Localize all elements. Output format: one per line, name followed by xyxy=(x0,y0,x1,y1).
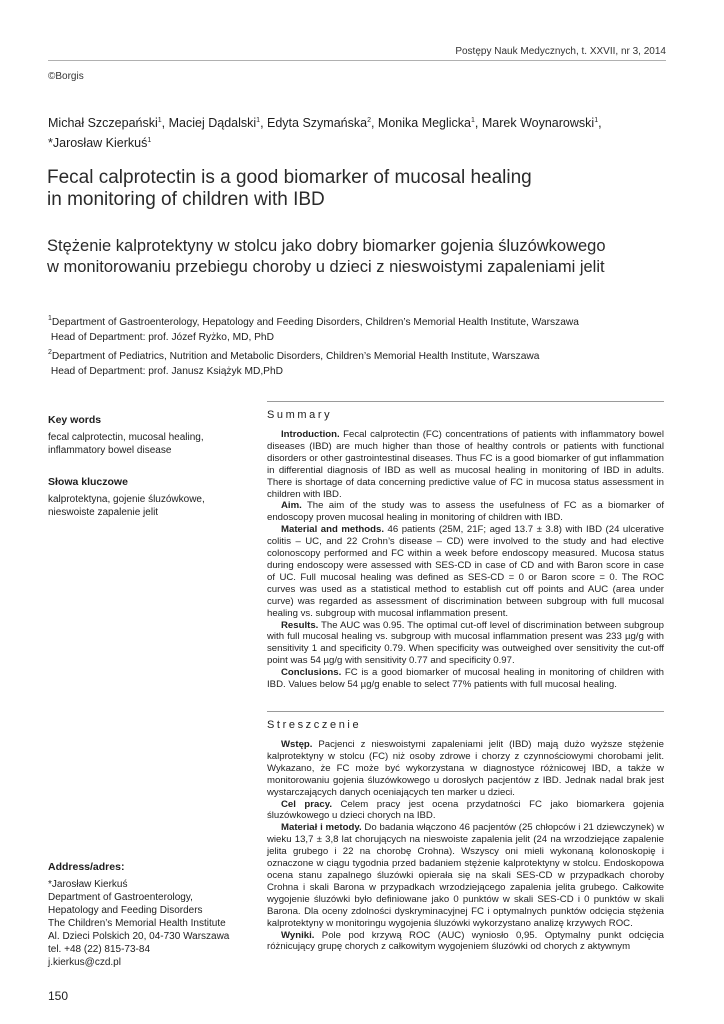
streszczenie-title: Streszczenie xyxy=(267,719,362,731)
summary-title: Summary xyxy=(267,409,333,421)
summary-conclusions: Conclusions. FC is a good biomarker of mucosal healing in monitoring of children with IBD. Values below 54 µg/g enable to select 77% patients with full mucosal healing. xyxy=(267,667,664,691)
address-email: j.kierkus@czd.pl xyxy=(48,957,121,968)
corresponding-author: *Jarosław Kierkuś xyxy=(48,136,148,150)
journal-citation: Postępy Nauk Medycznych, t. XXVII, nr 3, 2014 xyxy=(455,46,666,57)
summary-introduction: Introduction. Fecal calprotectin (FC) concentrations of patients with inflammatory bowel diseases (IBD) are much higher than those of healthy controls or patients with functional disorders or other gastrointestinal diseases. Thus FC is a good biomarker of gut inflammation in differential diagnosis of IBD as well as mucosal healing in monitoring of IBD in adults. There is shortage of data concerning predictive value of FC in mucosa status assessment in children with IBD. xyxy=(267,429,664,500)
key-words-text: fecal calprotectin, mucosal healing, inflammatory bowel disease xyxy=(48,432,204,456)
streszczenie-wstep: Wstęp. Pacjenci z nieswoistymi zapaleniami jelit (IBD) mają dużo wyższe stężenie kalprotektyny w stolcu (FC) niż osoby zdrowe i chorzy z czynnościowymi chorobami jelit. Wykazano, że FC może być wykorzystana w diagnostyce różnicowej IBD, a także w monitorowaniu gojenia śluzówkowego u dorosłych pacjentów z IBD. Jednak nadal brak jest wystarczających danych oceniających ten marker u dzieci. xyxy=(267,739,664,798)
affiliation-2-head: Head of Department: prof. Janusz Książyk MD,PhD xyxy=(50,366,283,377)
address-block xyxy=(48,861,243,969)
author-name: Monika Meglicka xyxy=(377,116,472,130)
key-words-heading: Key words xyxy=(48,414,102,426)
address-line: *Jarosław Kierkuś xyxy=(48,879,128,890)
address-heading: Address/adres: xyxy=(48,861,125,873)
streszczenie-section xyxy=(267,711,664,953)
address-line: Hepatology and Feeding Disorders xyxy=(48,905,203,916)
article-title-en: Fecal calprotectin is a good biomarker of mucosal healing in monitoring of children with IBD xyxy=(47,167,532,210)
summary-rule xyxy=(267,401,664,402)
key-words-block xyxy=(48,414,243,457)
streszczenie-rule xyxy=(267,711,664,712)
address-line: tel. +48 (22) 815-73-84 xyxy=(48,944,151,955)
author-name: Michał Szczepański xyxy=(48,116,158,130)
address-line: Al. Dzieci Polskich 20, 04-730 Warszawa xyxy=(48,931,230,942)
affiliation-2: $^2$Department of Pediatrics, Nutrition and Metabolic Disorders, Children’s Memorial Health Institute, Warszawa xyxy=(48,349,540,362)
affiliation-1-head: Head of Department: prof. Józef Ryżko, MD, PhD xyxy=(50,332,274,343)
slowa-kluczowe-block xyxy=(48,476,243,519)
header-rule xyxy=(48,60,666,61)
author-name: Maciej Dądalski xyxy=(168,116,257,130)
page-number: 150 xyxy=(48,989,69,1003)
affiliations xyxy=(48,311,688,379)
streszczenie-material: Materiał i metody. Do badania włączono 46 pacjentów (25 chłopców i 21 dziewczynek) w wieku 13,7 ± 3,8 lat chorujących na nieswoiste zapalenia jelit (24 na wrzodziejące zapalenie jelita grubego i 22 na chorobę Crohna). Wszyscy oni mieli wykonaną kolonoskopię i oznaczone w ciągu tygodnia przed badaniem stężenie kalprotektyny w stolcu. Endoskopowa ocena stanu zapalnego śluzówki opierała się na skali SES-CD w przypadkach choroby Crohna i skali Barona w przypadkach wrzodziejącego zapalenia jelita grubego. Całkowite wygojenie śluzówki było definiowane jako 0 punktów w skali SES-CD i 0 punktów w skali Barona. Dla oceny zdolności dyskryminacyjnej FC i optymalnych punktów odcięcia stężenia kalprotektyny w monitoringu wygojenia śluzówki wykorzystano analizę krzywych ROC. xyxy=(267,822,664,929)
summary-results: Results. The AUC was 0.95. The optimal cut-off level of discrimination between subgroup with full mucosal healing vs. subgroup with mucosal inflammation present was 233 µg/g with sensitivity 1 and specificity 0.79. When specificity was outweighed over sensitivity the cut-off point was 54 µg/g with sensitivity 0.77 and specificity 0.97. xyxy=(267,619,664,667)
streszczenie-wyniki: Wyniki. Pole pod krzywą ROC (AUC) wyniosło 0,95. Optymalny punkt odcięcia różnicujący grupę chorych z całkowitym wygojeniem śluzówki od chorych z aktywnym xyxy=(267,929,664,953)
streszczenie-cel: Cel pracy. Celem pracy jest ocena przydatności FC jako biomarkera gojenia śluzówkowego u dzieci chorych na IBD. xyxy=(267,798,664,822)
address-line: The Children’s Memorial Health Institute xyxy=(48,918,226,929)
author-name: Edyta Szymańska xyxy=(267,116,368,130)
author-name: Marek Woynarowski xyxy=(481,116,595,130)
author-list: Michał Szczepański$^1$, Maciej Dądalski$^1$, Edyta Szymańska$^2$, Monika Meglicka$^1$, Marek Woynarowski$^1$, *Jarosław Kierkuś$^1$ xyxy=(48,116,602,150)
publisher-mark: ©Borgis xyxy=(48,71,84,82)
summary-aim: Aim. The aim of the study was to assess the usefulness of FC as a biomarker of endoscopy proven mucosal healing in monitoring of children with IBD. xyxy=(267,500,664,524)
slowa-kluczowe-text: kalprotektyna, gojenie śluzówkowe, nieswoiste zapalenie jelit xyxy=(48,494,205,518)
summary-section xyxy=(267,401,664,691)
summary-methods: Material and methods. 46 patients (25M, 21F; aged 13.7 ± 3.8) with IBD (24 ulcerative colitis – UC, and 22 Crohn’s disease – CD) were involved to the study and had elective colonoscopy performed and FC within a week before endoscopy measured. Mucosa status during endoscopy were assessed with SES-CD in case of CD and with Baron score in case of UC. Full mucosal healing was defined as SES-CD = 0 or Baron score = 0. The ROC curves was used as a statistical method to establish cut off points and AUC (area under curve) was regarded as assessment of discrimination between subgroup with full mucosal healing vs. subgroup with mucosal inflammation present. xyxy=(267,524,664,619)
affiliation-1: $^1$Department of Gastroenterology, Hepatology and Feeding Disorders, Children’s Memorial Health Institute, Warszawa xyxy=(48,315,579,328)
address-line: Department of Gastroenterology, xyxy=(48,892,193,903)
slowa-kluczowe-heading: Słowa kluczowe xyxy=(48,476,128,488)
article-title-pl: Stężenie kalprotektyny w stolcu jako dobry biomarker gojenia śluzówkowego w monitorowaniu przebiegu choroby u dzieci z nieswoistymi zapaleniami jelit xyxy=(47,237,606,276)
